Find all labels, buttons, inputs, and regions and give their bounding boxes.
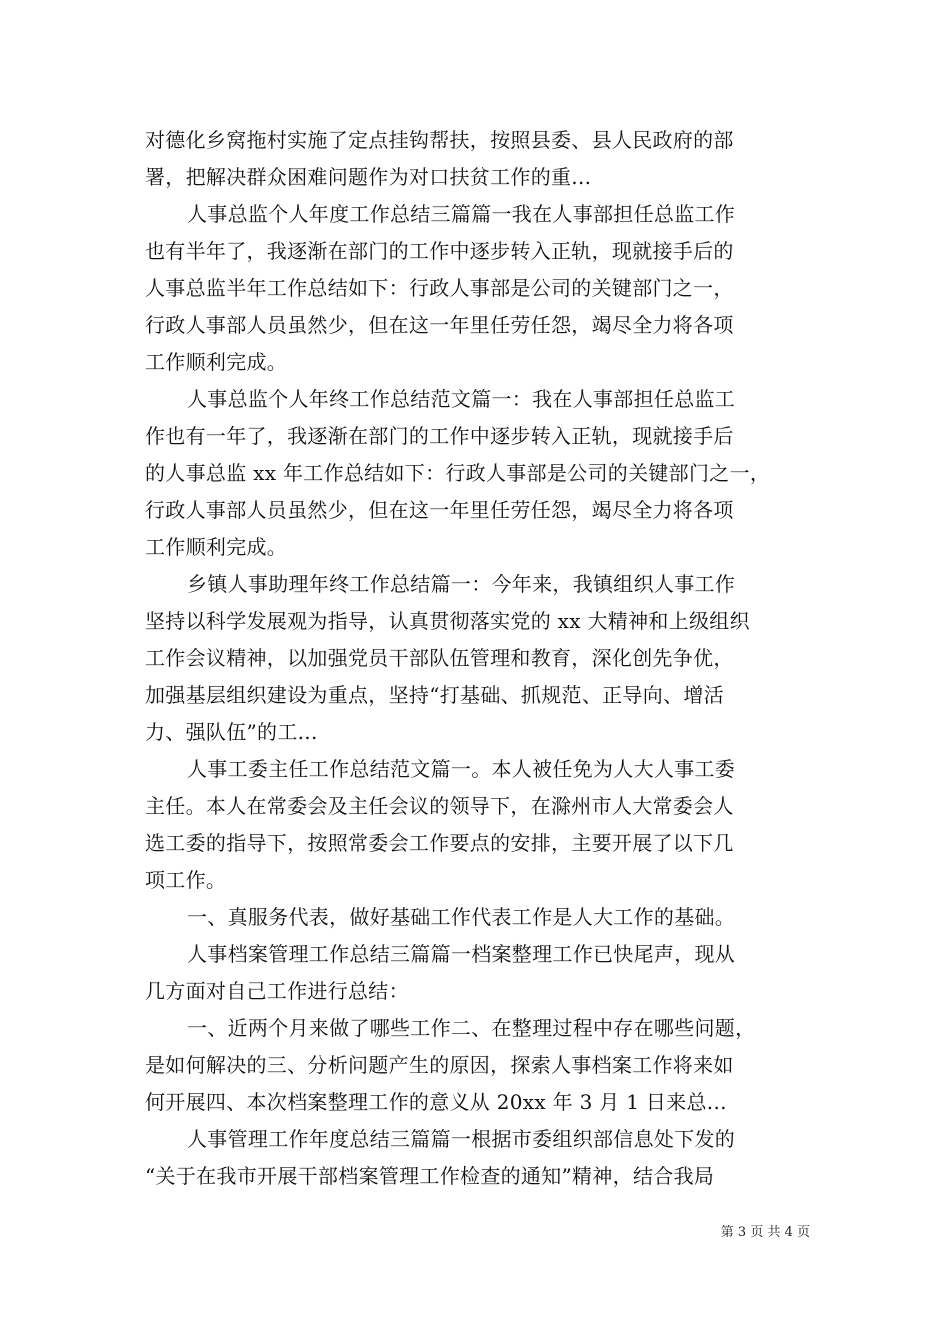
text-line: 几方面对自己工作进行总结： xyxy=(145,979,409,1003)
text-line: 主任。本人在常委会及主任会议的领导下，在滁州市人大常委会人 xyxy=(145,794,734,818)
text-line: 坚持以科学发展观为指导，认真贯彻落实党的 xx 大精神和上级组织 xyxy=(145,609,750,633)
text-line: 一、真服务代表，做好基础工作代表工作是人大工作的基础。 xyxy=(187,905,736,929)
text-line: 工作顺利完成。 xyxy=(145,350,288,374)
text-line: 人事总监半年工作总结如下：行政人事部是公司的关键部门之一， xyxy=(145,276,734,300)
text-line: 人事档案管理工作总结三篇篇一档案整理工作已快尾声，现从 xyxy=(187,942,736,966)
text-line: 乡镇人事助理年终工作总结篇一：今年来，我镇组织人事工作 xyxy=(187,572,736,596)
text-line: 行政人事部人员虽然少，但在这一年里任劳任怨，竭尽全力将各项 xyxy=(145,313,734,337)
text-line: 的人事总监 xx 年工作总结如下：行政人事部是公司的关键部门之一， xyxy=(145,461,771,485)
text-line: 一、近两个月来做了哪些工作二、在整理过程中存在哪些问题， xyxy=(187,1016,756,1040)
text-line: 对德化乡窝拖村实施了定点挂钩帮扶，按照县委、县人民政府的部 xyxy=(145,128,734,152)
text-line: 是如何解决的三、分析问题产生的原因，探索人事档案工作将来如 xyxy=(145,1053,734,1077)
text-line: 也有半年了，我逐渐在部门的工作中逐步转入正轨，现就接手后的 xyxy=(145,239,734,263)
document-body xyxy=(145,122,811,1195)
text-line: 人事总监个人年度工作总结三篇篇一我在人事部担任总监工作 xyxy=(187,202,736,226)
page-number: 第 3 页 共 4 页 xyxy=(720,1225,810,1240)
text-line: 项工作。 xyxy=(145,868,227,892)
text-line: 署，把解决群众困难问题作为对口扶贫工作的重... xyxy=(145,165,592,189)
text-line: 工作顺利完成。 xyxy=(145,535,288,559)
text-line: 选工委的指导下，按照常委会工作要点的安排，主要开展了以下几 xyxy=(145,831,734,855)
text-line: 人事管理工作年度总结三篇篇一根据市委组织部信息处下发的 xyxy=(187,1127,736,1151)
text-line: 人事总监个人年终工作总结范文篇一：我在人事部担任总监工 xyxy=(187,387,736,411)
text-line: “关于在我市开展干部档案管理工作检查的通知”精神，结合我局 xyxy=(145,1164,715,1188)
text-line: 作也有一年了，我逐渐在部门的工作中逐步转入正轨，现就接手后 xyxy=(145,424,734,448)
text-line: 行政人事部人员虽然少，但在这一年里任劳任怨，竭尽全力将各项 xyxy=(145,498,734,522)
text-line: 何开展四、本次档案整理工作的意义从 20xx 年 3 月 1 日来总... xyxy=(145,1090,727,1114)
text-line: 人事工委主任工作总结范文篇一。本人被任免为人大人事工委 xyxy=(187,757,736,781)
text-line: 加强基层组织建设为重点，坚持“打基础、抓规范、正导向、增活 xyxy=(145,683,724,707)
text-line: 工作会议精神，以加强党员干部队伍管理和教育，深化创先争优， xyxy=(145,646,734,670)
text-line: 力、强队伍”的工... xyxy=(145,720,318,744)
